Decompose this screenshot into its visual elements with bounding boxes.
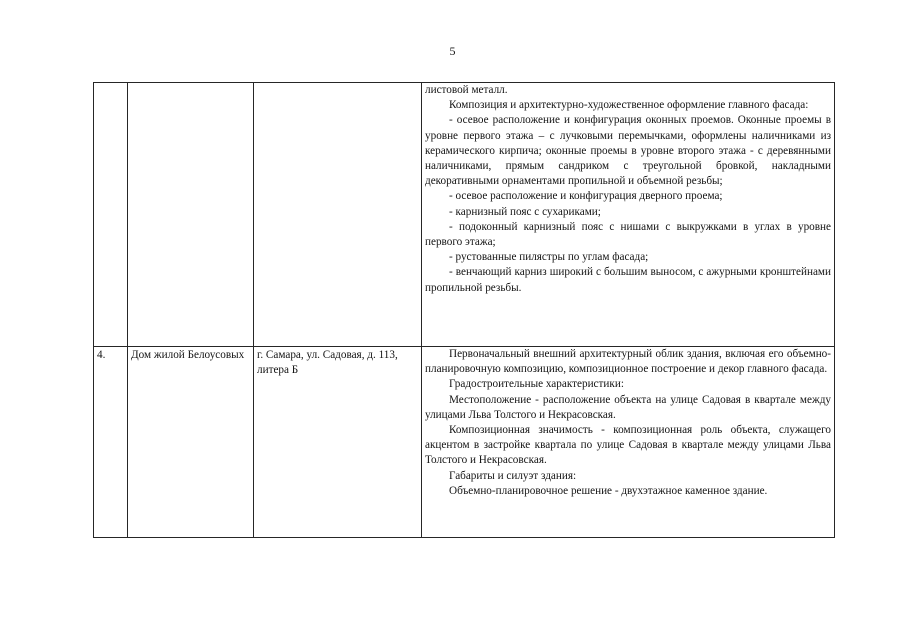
object-name-cell: Дом жилой Белоусовых xyxy=(128,347,254,538)
description-paragraph: - рустованные пилястры по углам фасада; xyxy=(449,251,649,264)
object-description-cell xyxy=(422,347,835,538)
description-paragraph: - осевое расположение и конфигурация оконных проемов. Оконные проемы в уровне первого этажа – с лучковыми перемычками, оформлены наличниками из керамического кирпича; оконные проемы в уровне второго этажа - с деревянными наличниками, прямым сандриком с треугольной бровкой, накладными декоративными орнаментами пропильной и объемной резьбы; xyxy=(425,114,831,188)
object-address-cell: г. Самара, ул. Садовая, д. 113, литера Б xyxy=(254,347,422,538)
description-paragraph: Объемно-планировочное решение - двухэтажное каменное здание. xyxy=(449,484,768,497)
description-paragraph: Композиционная значимость - композиционная роль объекта, служащего акцентом в застройке квартала по улице Садовая в квартале между улицами Льва Толстого и Некрасовская. xyxy=(425,424,831,467)
table-row xyxy=(94,347,835,538)
table-row xyxy=(94,83,835,347)
description-paragraph: Первоначальный внешний архитектурный облик здания, включая его объемно-планировочную композицию, композиционное построение и декор главного фасада. xyxy=(425,348,831,376)
description-paragraph: - венчающий карниз широкий с большим выносом, с ажурными кронштейнами пропильной резьбы. xyxy=(425,266,831,294)
description-paragraph: Местоположение - расположение объекта на улице Садовая в квартале между улицами Льва Толстого и Некрасовская. xyxy=(425,393,831,421)
objects-table xyxy=(93,82,835,538)
page-number: 5 xyxy=(449,44,456,58)
description-paragraph: - осевое расположение и конфигурация дверного проема; xyxy=(449,190,723,203)
description-paragraph: Композиция и архитектурно-художественное оформление главного фасада: xyxy=(449,99,809,112)
description-paragraph: листовой металл. xyxy=(425,84,508,96)
object-description-cell xyxy=(422,83,835,347)
object-address-cell xyxy=(254,83,422,347)
description-paragraph: Градостроительные характеристики: xyxy=(449,378,624,391)
row-number-cell: 4. xyxy=(94,347,128,538)
description-paragraph: - подоконный карнизный пояс с нишами с выкружками в углах в уровне первого этажа; xyxy=(425,220,831,249)
object-name-cell xyxy=(128,83,254,347)
description-paragraph: - карнизный пояс с сухариками; xyxy=(449,205,601,218)
row-number-cell xyxy=(94,83,128,347)
description-paragraph: Габариты и силуэт здания: xyxy=(449,469,577,482)
